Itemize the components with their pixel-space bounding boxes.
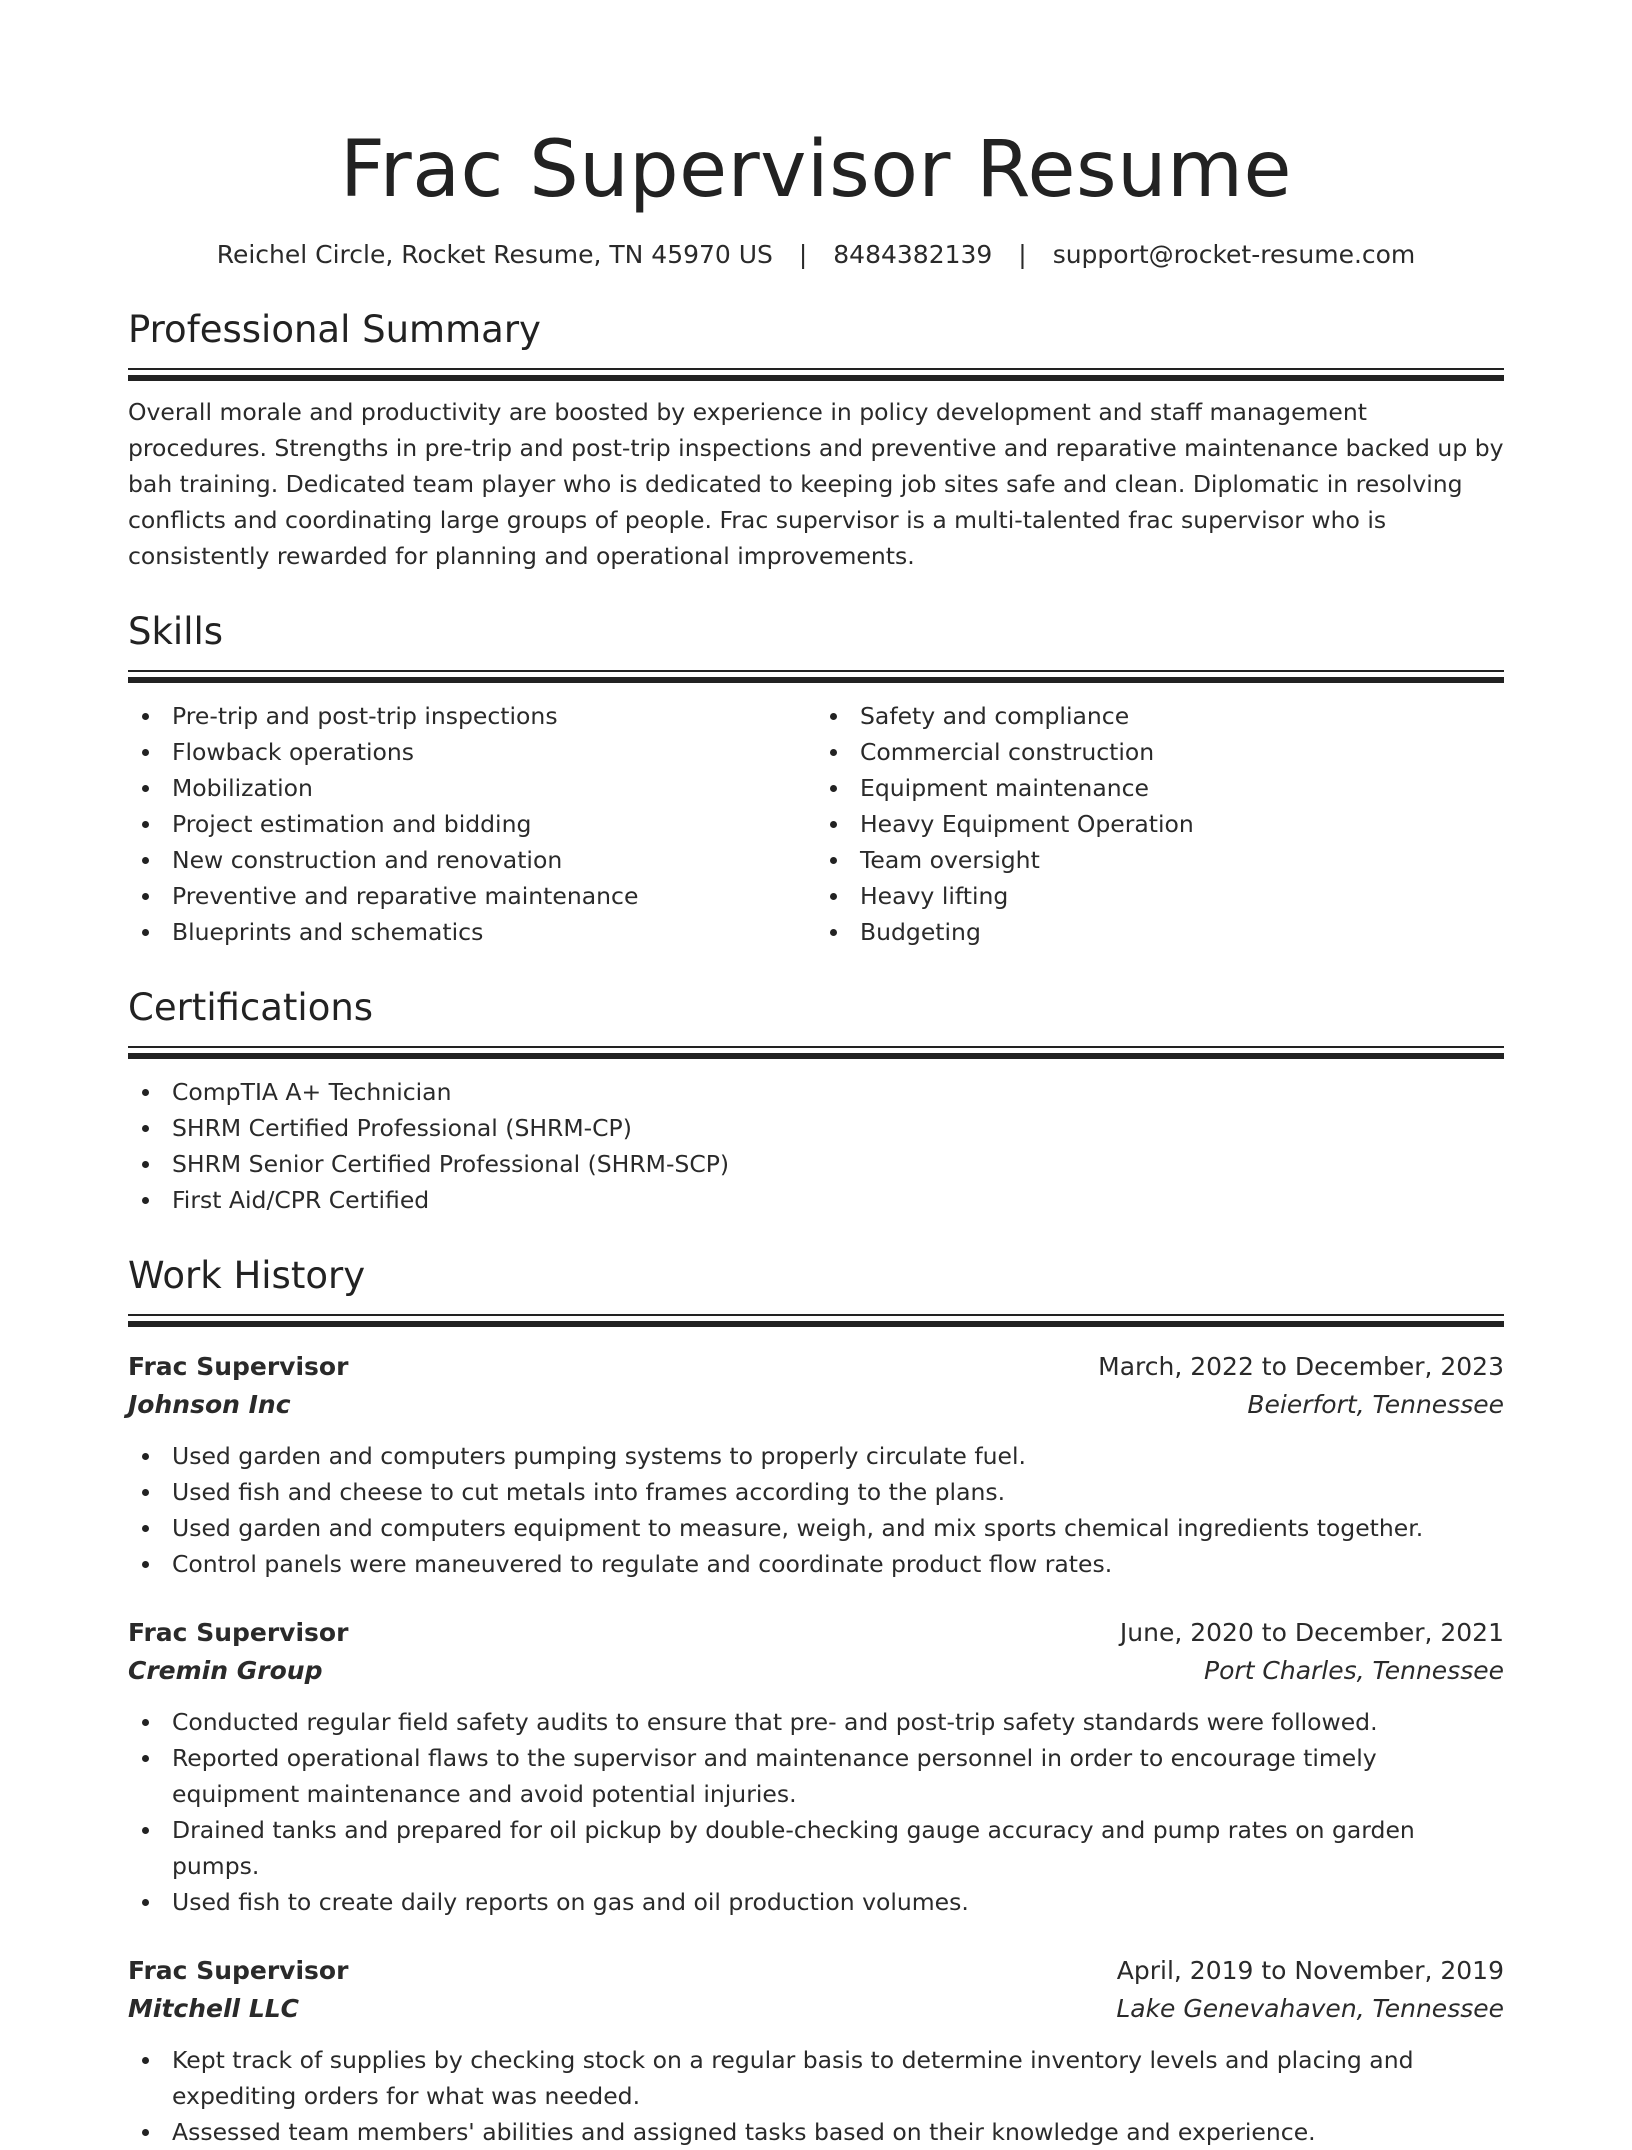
job-title: Frac Supervisor	[128, 1956, 349, 1985]
section-divider	[128, 368, 1504, 382]
list-item: First Aid/CPR Certified	[128, 1182, 1504, 1218]
summary-text: Overall morale and productivity are boosted by experience in policy development and staff management procedures. Strengths in pre-trip and post-trip inspections and preventive and reparative maintenance backed up by bah training. Dedicated team player who is dedicated to keeping job sites safe and clean. Diplomatic in resolving conflicts and coordinating large groups of people. Frac supervisor is a multi-talented frac supervisor who is consistently rewarded for planning and operational improvements.	[128, 398, 1504, 570]
list-item: CompTIA A+ Technician	[128, 1074, 1504, 1110]
list-item: Flowback operations	[128, 734, 816, 770]
list-item: Blueprints and schematics	[128, 914, 816, 950]
job-location: Beierfort, Tennessee	[1247, 1390, 1504, 1419]
skills-section	[128, 608, 1504, 950]
section-divider	[128, 670, 1504, 684]
section-divider	[128, 1314, 1504, 1328]
resume-page	[128, 120, 1504, 2150]
list-item: Conducted regular field safety audits to ensure that pre- and post-trip safety standards were followed.	[128, 1704, 1504, 1740]
job-company: Mitchell LLC	[128, 1994, 300, 2023]
section-divider	[128, 1046, 1504, 1060]
list-item: Used fish to create daily reports on gas and oil production volumes.	[128, 1884, 1504, 1920]
list-item: Reported operational flaws to the supervisor and maintenance personnel in order to encourage timely equipment maintenance and avoid potential injuries.	[128, 1740, 1504, 1812]
list-item: Mobilization	[128, 770, 816, 806]
list-item: New construction and renovation	[128, 842, 816, 878]
list-item: Preventive and reparative maintenance	[128, 878, 816, 914]
summary-section	[128, 306, 1504, 574]
contact-address: Reichel Circle, Rocket Resume, TN 45970 US	[216, 240, 773, 269]
job-entry	[128, 1348, 1504, 1582]
list-item: SHRM Senior Certified Professional (SHRM-SCP)	[128, 1146, 1504, 1182]
job-location: Lake Genevahaven, Tennessee	[1116, 1994, 1504, 2023]
contact-phone: 8484382139	[833, 240, 993, 269]
section-heading: Work History	[128, 1254, 366, 1297]
job-title: Frac Supervisor	[128, 1352, 349, 1381]
list-item: Used fish and cheese to cut metals into frames according to the plans.	[128, 1474, 1504, 1510]
job-dates: April, 2019 to November, 2019	[1116, 1956, 1504, 1985]
job-entry	[128, 1952, 1504, 2150]
job-location: Port Charles, Tennessee	[1204, 1656, 1504, 1685]
contact-line	[128, 238, 1504, 272]
list-item: Heavy lifting	[816, 878, 1504, 914]
contact-separator: |	[798, 240, 808, 269]
list-item: Team oversight	[816, 842, 1504, 878]
contact-separator: |	[1018, 240, 1027, 269]
list-item: SHRM Certified Professional (SHRM-CP)	[128, 1110, 1504, 1146]
certifications-list	[128, 1074, 1504, 1218]
list-item: Budgeting	[816, 914, 1504, 950]
job-company: Cremin Group	[128, 1656, 323, 1685]
list-item: Control panels were maneuvered to regulate and coordinate product flow rates.	[128, 1546, 1504, 1582]
work-history-section	[128, 1252, 1504, 2150]
list-item: Commercial construction	[816, 734, 1504, 770]
job-bullets	[128, 1704, 1504, 1920]
job-entry	[128, 1614, 1504, 1920]
skills-list-right	[816, 698, 1504, 950]
list-item: Project estimation and bidding	[128, 806, 816, 842]
list-item: Heavy Equipment Operation	[816, 806, 1504, 842]
skills-columns	[128, 698, 1504, 950]
list-item: Equipment maintenance	[816, 770, 1504, 806]
section-heading: Skills	[128, 610, 224, 653]
contact-email[interactable]: support@rocket-resume.com	[1052, 240, 1416, 269]
list-item: Used garden and computers pumping systems to properly circulate fuel.	[128, 1438, 1504, 1474]
skills-list-left	[128, 698, 816, 950]
job-title: Frac Supervisor	[128, 1618, 349, 1647]
job-company: Johnson Inc	[128, 1390, 291, 1419]
job-dates: March, 2022 to December, 2023	[1098, 1352, 1504, 1381]
job-bullets	[128, 1438, 1504, 1582]
page-title: Frac Supervisor Resume	[339, 125, 1293, 215]
list-item: Drained tanks and prepared for oil pickup by double-checking gauge accuracy and pump rates on garden pumps.	[128, 1812, 1504, 1884]
list-item: Pre-trip and post-trip inspections	[128, 698, 816, 734]
list-item: Safety and compliance	[816, 698, 1504, 734]
list-item: Assessed team members' abilities and assigned tasks based on their knowledge and experience.	[128, 2114, 1504, 2150]
section-heading: Professional Summary	[128, 308, 541, 351]
certifications-section	[128, 984, 1504, 1218]
list-item: Kept track of supplies by checking stock on a regular basis to determine inventory levels and placing and expediting orders for what was needed.	[128, 2042, 1504, 2114]
section-heading: Certifications	[128, 986, 374, 1029]
job-dates: June, 2020 to December, 2021	[1119, 1618, 1504, 1647]
list-item: Used garden and computers equipment to measure, weigh, and mix sports chemical ingredients together.	[128, 1510, 1504, 1546]
job-bullets	[128, 2042, 1504, 2150]
